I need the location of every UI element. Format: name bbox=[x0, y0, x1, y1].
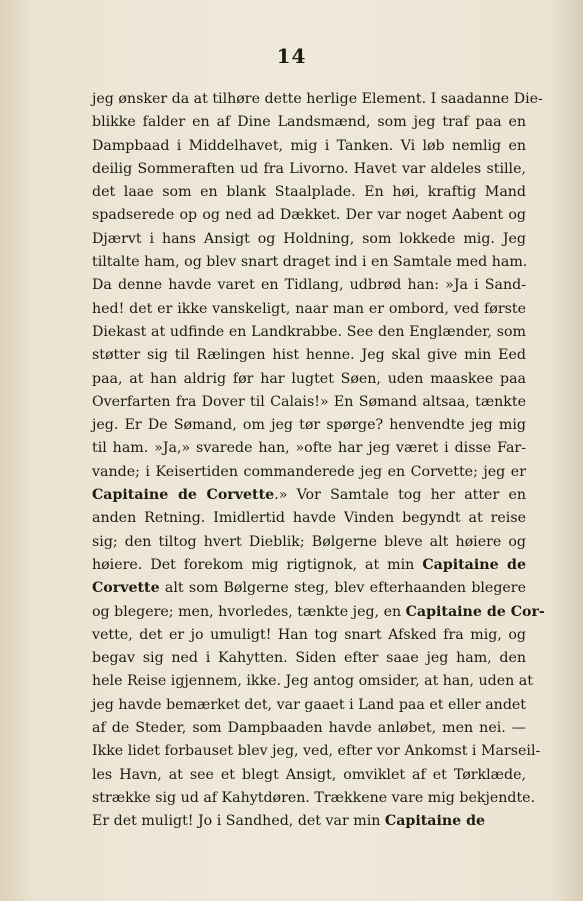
emphasized-text: Capitaine de bbox=[384, 813, 486, 830]
page-number: 14 bbox=[276, 44, 307, 68]
text-line: blikke falder en af Dine Landsmænd, som jeg traf paa en bbox=[92, 114, 526, 131]
text-line: strække sig ud af Kahytdøren. Trækkene vare mig bekjendte. bbox=[92, 789, 536, 806]
text-line: tiltalte ham, og blev snart draget ind i en Samtale med ham. bbox=[92, 254, 528, 271]
text-line: det laae som en blank Staalplade. En høi, kraftig Mand bbox=[92, 184, 526, 201]
text-line: sig; den tiltog hvert Dieblik; Bølgerne bleve alt høiere og bbox=[92, 533, 526, 550]
emphasized-text: Capitaine de Corvette bbox=[92, 487, 275, 504]
text-line: jeg ønsker da at tilhøre dette herlige Element. I saadanne Die- bbox=[92, 91, 543, 107]
text-line: Capitaine de Corvette.» Vor Samtale tog her atter en bbox=[92, 487, 526, 504]
emphasized-text: Capitaine de bbox=[422, 556, 526, 573]
text-line: spadserede op og ned ad Dækket. Der var noget Aabent og bbox=[92, 207, 526, 224]
text-line: Diekast at udfinde en Landkrabbe. See den Englænder, som bbox=[92, 323, 526, 340]
text-line: Corvette alt som Bølgerne steg, blev efterhaanden blegere bbox=[92, 580, 526, 597]
text-line: af de Steder, som Dampbaaden havde anløbet, men nei. — bbox=[92, 720, 526, 737]
text-line: anden Retning. Imidlertid havde Vinden begyndt at reise bbox=[92, 510, 526, 527]
emphasized-text: Capitaine de Cor- bbox=[405, 603, 545, 620]
text-line: Djærvt i hans Ansigt og Holdning, som lokkede mig. Jeg bbox=[92, 230, 526, 247]
text-line: jeg havde bemærket det, var gaaet i Land paa et eller andet bbox=[92, 696, 526, 713]
text-line: hed! det er ikke vanskeligt, naar man er ombord, ved første bbox=[92, 300, 526, 317]
text-line: Overfarten fra Dover til Calais!» En Sømand altsaa, tænkte bbox=[92, 393, 526, 410]
text-line: les Havn, at see et blegt Ansigt, omviklet af et Tørklæde, bbox=[92, 766, 526, 783]
text-line: paa, at han aldrig før har lugtet Søen, uden maaskee paa bbox=[92, 370, 526, 387]
text-line: støtter sig til Rælingen hist henne. Jeg skal give min Eed bbox=[92, 347, 526, 364]
body-text bbox=[92, 88, 545, 834]
text-line: til ham. »Ja,» svarede han, »ofte har jeg været i disse Far- bbox=[92, 440, 526, 457]
text-line: Da denne havde varet en Tidlang, udbrød han: »Ja i Sand- bbox=[92, 277, 526, 294]
text-line: Er det muligt! Jo i Sandhed, det var min Capitaine de bbox=[92, 813, 486, 830]
text-line: vette, det er jo umuligt! Han tog snart Afsked fra mig, og bbox=[92, 626, 526, 643]
text-line: og blegere; men, hvorledes, tænkte jeg, en Capitaine de Cor- bbox=[92, 603, 545, 620]
text-line: Ikke lidet forbauset blev jeg, ved, efter vor Ankomst i Marseil- bbox=[92, 743, 541, 760]
text-line: jeg. Er De Sømand, om jeg tør spørge? henvendte jeg mig bbox=[92, 417, 526, 434]
text-line: deilig Sommeraften ud fra Livorno. Havet var aldeles stille, bbox=[92, 160, 526, 177]
text-line: begav sig ned i Kahytten. Siden efter saae jeg ham, den bbox=[92, 650, 526, 667]
text-line: høiere. Det forekom mig rigtignok, at min Capitaine de bbox=[92, 556, 526, 573]
text-line: hele Reise igjennem, ikke. Jeg antog omsider, at han, uden at bbox=[92, 673, 533, 690]
text-line: vande; i Keisertiden commanderede jeg en Corvette; jeg er bbox=[92, 463, 526, 480]
text-line: Dampbaad i Middelhavet, mig i Tanken. Vi løb nemlig en bbox=[92, 137, 526, 154]
emphasized-text: Corvette bbox=[92, 580, 160, 597]
